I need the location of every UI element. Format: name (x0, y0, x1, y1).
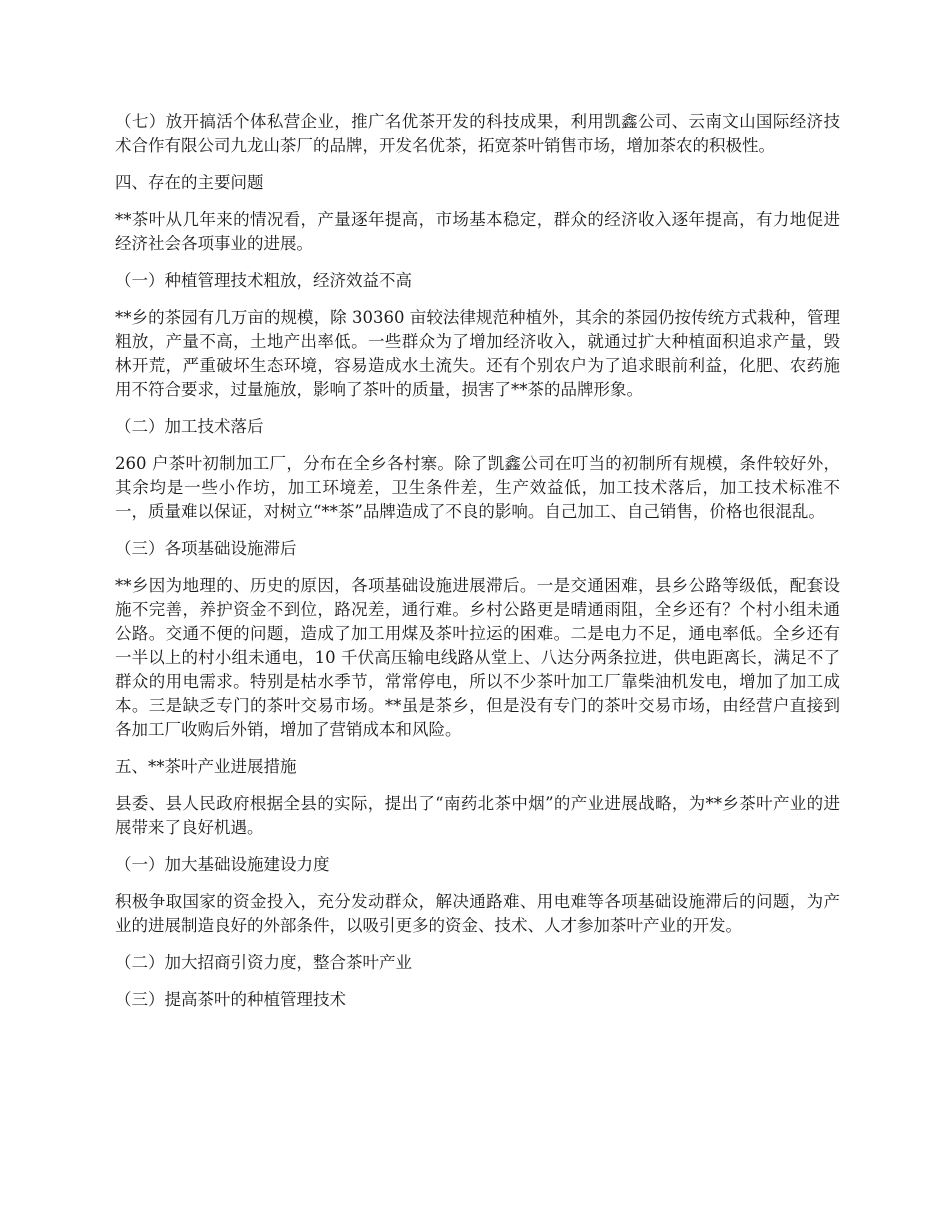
subheading-processing-technology: （二）加工技术落后 (115, 417, 264, 436)
paragraph-development-strategy: 县委、县人民政府根据全县的实际，提出了“南药北茶中烟”的产业进展战略，为**乡茶叶产业的进展带来了良好机遇。 (115, 794, 840, 837)
subheading-planting-technology: （三）提高茶叶的种植管理技术 (115, 990, 346, 1009)
subheading-infrastructure: （三）各项基础设施滞后 (115, 539, 297, 558)
subheading-planting-management: （一）种植管理技术粗放，经济效益不高 (115, 271, 412, 290)
section-heading-main-problems: 四、存在的主要问题 (115, 173, 264, 192)
paragraph-infrastructure-construction: 积极争取国家的资金投入，充分发动群众，解决通路难、用电难等各项基础设施滞后的问题，为产业的进展制造良好的外部条件，以吸引更多的资金、技术、人才参加茶叶产业的开发。 (115, 892, 840, 935)
paragraph-7-promote-private-enterprise: （七）放开搞活个体私营企业，推广名优茶开发的科技成果，利用凯鑫公司、云南文山国际经济技术合作有限公司九龙山茶厂的品牌，开发名优茶，拓宽茶叶销售市场，增加茶农的积极性。 (115, 112, 840, 155)
paragraph-infrastructure: **乡因为地理的、历史的原因，各项基础设施进展滞后。一是交通困难，县乡公路等级低，配套设施不完善，养护资金不到位，路况差，通行难。乡村公路更是晴通雨阻，全乡还有？个村小组未通公路。交通不便的问题，造成了加工用煤及茶叶拉运的困难。二是电力不足，通电率低。全乡还有一半以上的村小组未通电，10 千伏高压输电线路从堂上、八达分两条拉进，供电距离长，满足不了群众的用电需求。特别是枯水季节，常常停电，所以不少茶叶加工厂靠柴油机发电，增加了加工成本。三是缺乏专门的茶叶交易市场。**虽是茶乡，但是没有专门的茶叶交易市场，由经营户直接到各加工厂收购后外销，增加了营销成本和风险。 (115, 576, 840, 739)
paragraph-processing-technology: 260 户茶叶初制加工厂，分布在全乡各村寨。除了凯鑫公司在叮当的初制所有规模，条件较好外，其余均是一些小作坊，加工环境差，卫生条件差，生产效益低，加工技术落后，加工技术标准不一，质量难以保证，对树立“**茶”品牌造成了不良的影响。自己加工、自己销售，价格也很混乱。 (115, 454, 840, 521)
subheading-investment: （二）加大招商引资力度，整合茶叶产业 (115, 953, 412, 972)
paragraph-planting-management: **乡的茶园有几万亩的规模，除 30360 亩较法律规范种植外，其余的茶园仍按传统方式栽种，管理粗放，产量不高，土地产出率低。一些群众为了增加经济收入，就通过扩大种植面积追求产量，毁林开荒，严重破坏生态环境，容易造成水土流失。还有个别农户为了追求眼前利益，化肥、农药施用不符合要求，过量施放，影响了茶叶的质量，损害了**茶的品牌形象。 (115, 308, 840, 399)
section-heading-development-measures: 五、**茶叶产业进展措施 (115, 757, 297, 776)
document-page (115, 110, 840, 1025)
paragraph-tea-overview: **茶叶从几年来的情况看，产量逐年提高，市场基本稳定，群众的经济收入逐年提高，有力地促进经济社会各项事业的进展。 (115, 210, 840, 253)
subheading-infrastructure-construction: （一）加大基础设施建设力度 (115, 855, 330, 874)
